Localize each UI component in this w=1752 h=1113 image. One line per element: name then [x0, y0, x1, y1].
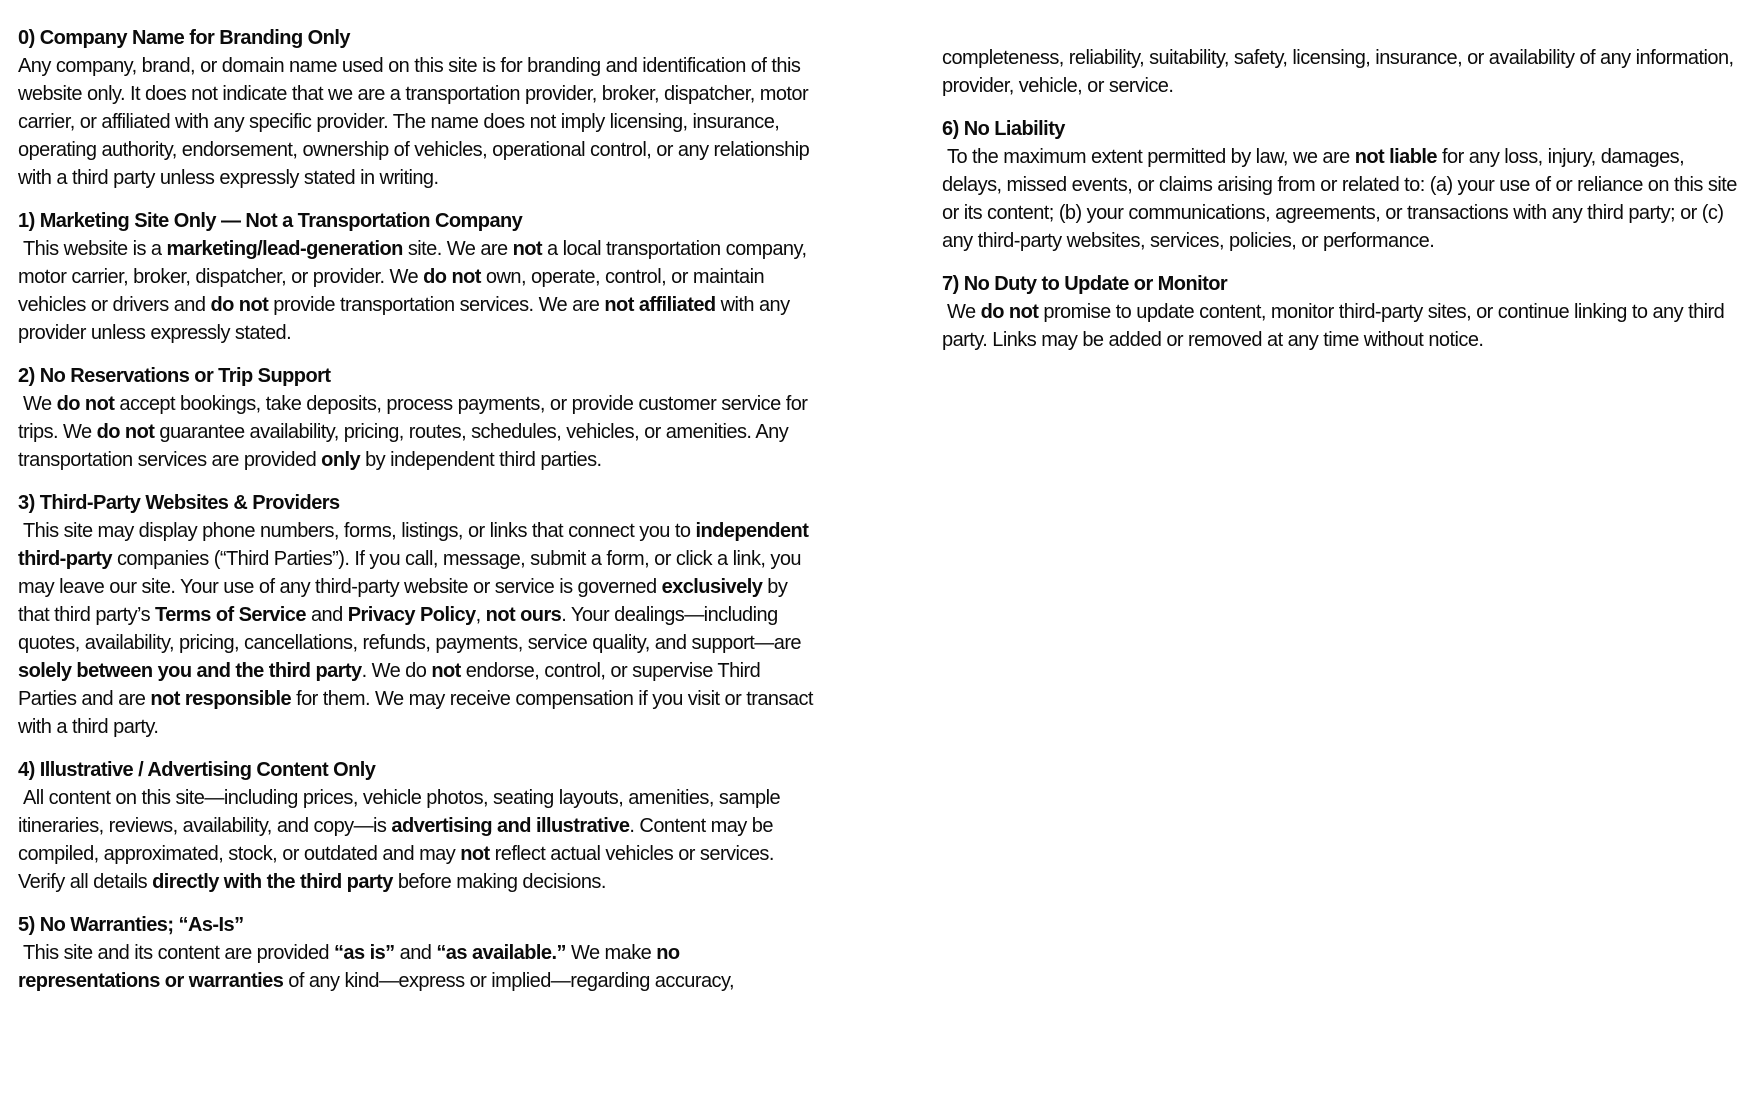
bold-text: independent third-party — [18, 520, 814, 570]
bold-text: marketing/lead-generation — [166, 238, 403, 260]
bold-text: not — [460, 843, 490, 865]
section-paragraph: 0) Company Name for Branding Only Any company, brand, or domain name used on this site is for branding and identification of this website only. It does not indicate that we are a transportation provider, broker, dispatcher, motor carrier, or affiliated with any specific provider. The name does not imply licensing, insurance, operating authority, endorsement, ownership of vehicles, operational control, or any relationship with a third party unless expressly stated in writing. — [18, 27, 815, 189]
bold-text: not responsible — [150, 688, 292, 710]
bold-text: do not — [980, 301, 1039, 323]
section-paragraph: 1) Marketing Site Only — Not a Transportation Company This website is a marketing/lead-generation site. We are not a local transportation company, motor carrier, broker, dispatcher, or provider. We do not own, operate, control, or maintain vehicles or drivers and do not provide transportation services. We are not affiliated with any provider unless expressly stated. — [18, 210, 812, 344]
bold-text: not — [512, 238, 543, 260]
bold-text: not affiliated — [604, 294, 716, 316]
section-paragraph: 4) Illustrative / Advertising Content Only All content on this site—including prices, vehicle photos, seating layouts, amenities, sample itineraries, reviews, availability, and copy—is advertising and illustrative. Content may be compiled, approximated, stock, or outdated and may not reflect actual vehicles or services. Verify all details directly with the third party before making decisions. — [18, 759, 786, 893]
section-heading: 5) No Warranties; “As-Is” — [18, 914, 244, 936]
right-column — [942, 44, 1740, 1010]
section-paragraph: completeness, reliability, suitability, safety, licensing, insurance, or availability of any information, provider, vehicle, or service. — [942, 47, 1739, 97]
section-paragraph: 7) No Duty to Update or Monitor We do not promise to update content, monitor third-party sites, or continue linking to any third party. Links may be added or removed at any time without notice. — [942, 273, 1730, 351]
section-heading: 3) Third-Party Websites & Providers — [18, 492, 340, 514]
bold-text: solely between you and the third party — [18, 660, 362, 682]
section-heading: 7) No Duty to Update or Monitor — [942, 273, 1228, 295]
bold-text: Privacy Policy — [347, 604, 476, 626]
bold-text: directly with the third party — [152, 871, 393, 893]
section-heading: 4) Illustrative / Advertising Content Only — [18, 759, 376, 781]
bold-text: not ours — [485, 604, 562, 626]
section-paragraph: 3) Third-Party Websites & Providers This site may display phone numbers, forms, listings, or links that connect you to independent third-party companies (“Third Parties”). If you call, message, submit a form, or click a link, you may leave our site. Your use of any third-party website or service is governed exclusively by that third party’s Terms of Service and Privacy Policy, not ours. Your dealings—including quotes, availability, pricing, cancellations, refunds, payments, service quality, and support—are solely between you and the third party. We do not endorse, control, or supervise Third Parties and are not responsible for them. We may receive compensation if you visit or transact with a third party. — [18, 492, 818, 738]
section-heading: 6) No Liability — [942, 118, 1065, 140]
bold-text: not — [431, 660, 461, 682]
bold-text: no representations or warranties — [18, 942, 685, 992]
bold-text: not liable — [1354, 146, 1437, 168]
bold-text: do not — [210, 294, 269, 316]
bold-text: advertising and illustrative — [391, 815, 630, 837]
left-column — [18, 24, 816, 1010]
bold-text: only — [321, 449, 361, 471]
section-heading: 1) Marketing Site Only — Not a Transportation Company — [18, 210, 523, 232]
section-paragraph: 5) No Warranties; “As-Is” This site and its content are provided “as is” and “as available.” We make no representations or warranties of any kind—express or implied—regarding accuracy, — [18, 914, 734, 992]
bold-text: “as is” — [333, 942, 395, 964]
bold-text: exclusively — [661, 576, 763, 598]
section-paragraph: 2) No Reservations or Trip Support We do not accept bookings, take deposits, process payments, or provide customer service for trips. We do not guarantee availability, pricing, routes, schedules, vehicles, or amenities. Any transportation services are provided only by independent third parties. — [18, 365, 813, 471]
section-paragraph: 6) No Liability To the maximum extent permitted by law, we are not liable for any loss, injury, damages, delays, missed events, or claims arising from or related to: (a) your use of or reliance on this site or its content; (b) your communications, agreements, or transactions with any third party; or (c) any third-party websites, services, policies, or performance. — [942, 118, 1742, 252]
bold-text: Terms of Service — [155, 604, 306, 626]
bold-text: “as available.” — [436, 942, 566, 964]
bold-text: do not — [56, 393, 115, 415]
bold-text: do not — [96, 421, 155, 443]
bold-text: do not — [423, 266, 481, 288]
section-heading: 2) No Reservations or Trip Support — [18, 365, 331, 387]
section-heading: 0) Company Name for Branding Only — [18, 27, 350, 49]
